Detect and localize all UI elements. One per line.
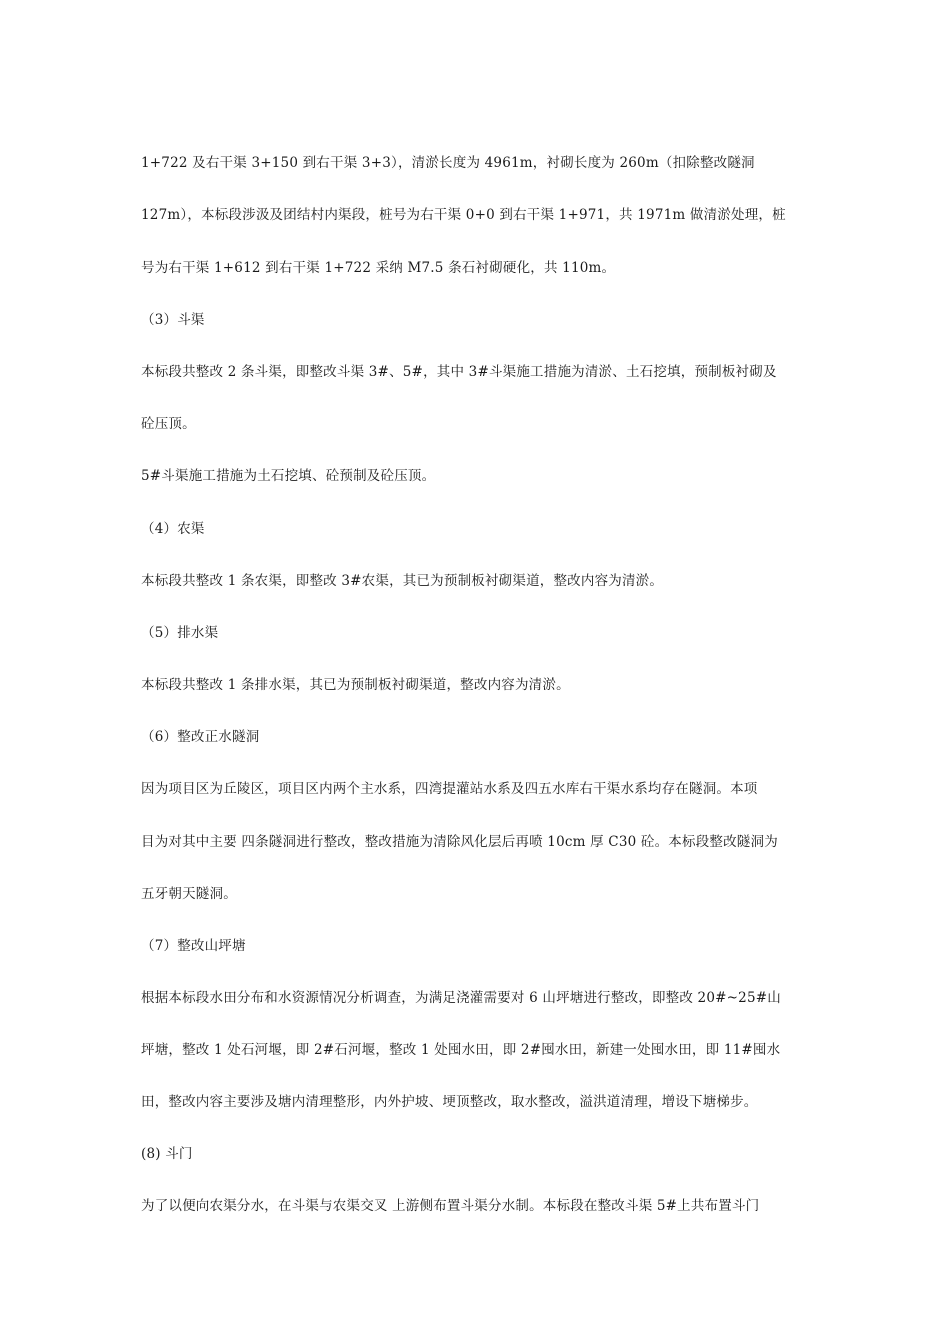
text-line: 目为对其中主要 四条隧洞进行整改，整改措施为清除风化层后再喷 10cm 厚 C30 砼。本标段整改隧洞为: [141, 834, 778, 850]
text-line: 5#斗渠施工措施为土石挖填、砼预制及砼压顶。: [141, 468, 436, 484]
text-line: 根据本标段水田分布和水资源情况分析调查，为满足浇灌需要对 6 山坪塘进行整改，即整改 20#~25#山: [141, 990, 781, 1006]
text-line: 本标段共整改 2 条斗渠，即整改斗渠 3#、5#，其中 3#斗渠施工措施为清淤、土石挖填，预制板衬砌及: [141, 364, 777, 380]
section-heading: （7）整改山坪塘: [141, 938, 246, 954]
text-line: 田，整改内容主要涉及塘内清理整形，内外护坡、埂顶整改，取水整改，溢洪道清理，增设下塘梯步。: [141, 1094, 758, 1110]
text-line: 因为项目区为丘陵区，项目区内两个主水系，四湾提灌站水系及四五水库右干渠水系均存在隧洞。本项: [141, 781, 758, 797]
text-line: 1+722 及右干渠 3+150 到右干渠 3+3），清淤长度为 4961m，衬砌长度为 260m（扣除整改隧洞: [141, 155, 755, 171]
text-line: 砼压顶。: [141, 416, 196, 432]
text-line: 127m），本标段涉汲及团结村内渠段，桩号为右干渠 0+0 到右干渠 1+971，共 1971m 做清淤处理，桩: [141, 207, 786, 223]
text-line: 坪塘，整改 1 处石河堰，即 2#石河堰，整改 1 处囤水田，即 2#囤水田，新建一处囤水田，即 11#囤水: [141, 1042, 781, 1058]
text-line: 本标段共整改 1 条农渠，即整改 3#农渠，其已为预制板衬砌渠道，整改内容为清淤。: [141, 573, 664, 589]
text-line: 本标段共整改 1 条排水渠，其已为预制板衬砌渠道，整改内容为清淤。: [141, 677, 570, 693]
section-heading: （3）斗渠: [141, 312, 205, 328]
section-heading: （4）农渠: [141, 521, 205, 537]
text-line: 五牙朝天隧洞。: [141, 886, 237, 902]
text-line: 号为右干渠 1+612 到右干渠 1+722 采纳 M7.5 条石衬砌硬化，共 110m。: [141, 260, 616, 276]
section-heading: （5）排水渠: [141, 625, 219, 641]
text-line: 为了以便向农渠分水，在斗渠与农渠交叉 上游侧布置斗渠分水制。本标段在整改斗渠 5#上共布置斗门: [141, 1198, 760, 1214]
section-heading: （6）整改正水隧洞: [141, 729, 260, 745]
section-heading: (8) 斗门: [141, 1146, 193, 1162]
